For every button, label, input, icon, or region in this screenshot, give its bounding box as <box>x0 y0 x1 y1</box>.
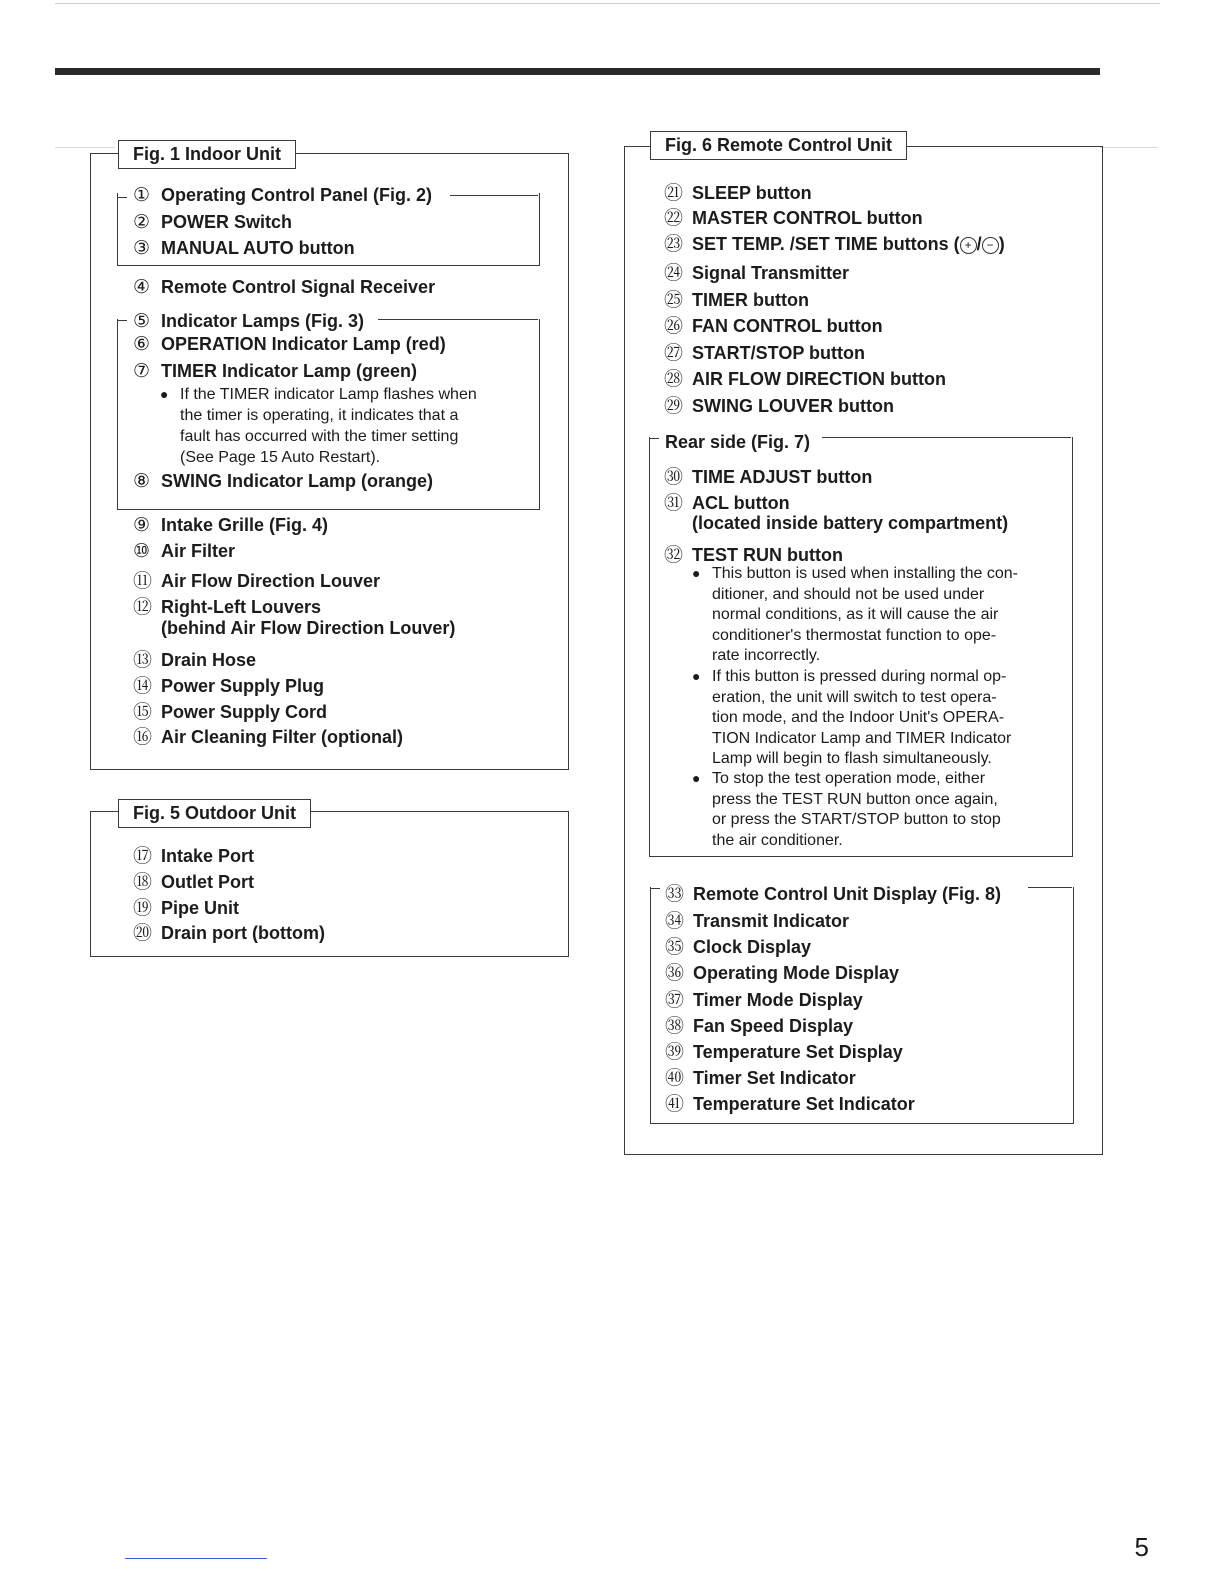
fig1-item-13: ⑬ Drain Hose <box>133 650 257 671</box>
group1-topline <box>450 195 538 196</box>
fig6-item-31-sub: (located inside battery compartment) <box>692 513 1009 533</box>
display-topline <box>1028 887 1072 888</box>
fig1-item-12: ⑫ Right-Left Louvers <box>133 597 321 618</box>
fig6-item-28: ㉘ AIR FLOW DIRECTION button <box>664 369 946 390</box>
fig1-title: Fig. 1 Indoor Unit <box>118 140 296 169</box>
bracket-tick <box>650 888 660 889</box>
fig5-item-17: ⑰ Intake Port <box>133 846 255 867</box>
timer-note: ● If the TIMER indicator Lamp flashes when the timer is operating, it indicates that a fault has occurred with the timer setting (See Page 15 Auto Restart). <box>160 386 477 466</box>
footer-rule <box>125 1558 267 1559</box>
bracket-tick <box>117 320 127 321</box>
fig6-item-26: ㉖ FAN CONTROL button <box>664 316 883 337</box>
fig6-item-21: ㉑ SLEEP button <box>664 183 812 204</box>
fig6-item-35: ㉟ Clock Display <box>665 937 812 958</box>
fig6-item-40: ㊵ Timer Set Indicator <box>665 1068 856 1089</box>
bracket-tick <box>649 438 659 439</box>
fig1-item-8: ⑧ SWING Indicator Lamp (orange) <box>133 471 434 492</box>
fig6-item-25: ㉕ TIMER button <box>664 290 809 311</box>
fig6-item-41: ㊶ Temperature Set Indicator <box>665 1094 915 1115</box>
fig1-item-14: ⑭ Power Supply Plug <box>133 676 325 697</box>
fig6-item-27: ㉗ START/STOP button <box>664 343 865 364</box>
rear-side-title: Rear side (Fig. 7) <box>665 432 811 452</box>
bracket-tick <box>117 197 127 198</box>
fig1-item-7: ⑦ TIMER Indicator Lamp (green) <box>133 361 418 382</box>
fig6-item-36: ㊱ Operating Mode Display <box>665 963 900 984</box>
top-rule <box>55 3 1160 4</box>
fig1-item-10: ⑩ Air Filter <box>133 541 236 562</box>
fig6-item-23: ㉓ SET TEMP. /SET TIME buttons ( + / − ) <box>664 234 1005 255</box>
fig5-item-20: ⑳ Drain port (bottom) <box>133 923 325 944</box>
fig1-item-16: ⑯ Air Cleaning Filter (optional) <box>133 727 403 748</box>
fig6-item-31: ㉛ ACL button <box>664 493 790 514</box>
fig6-item-39: ㊴ Temperature Set Display <box>665 1042 903 1063</box>
fig5-item-18: ⑱ Outlet Port <box>133 872 254 893</box>
fig6-title: Fig. 6 Remote Control Unit <box>650 131 907 160</box>
fig1-item-11: ⑪ Air Flow Direction Louver <box>133 571 381 592</box>
fig6-item-34: ㉞ Transmit Indicator <box>665 911 850 932</box>
fig6-item-29: ㉙ SWING LOUVER button <box>664 396 894 417</box>
fig6-item-30: ㉚ TIME ADJUST button <box>664 467 873 488</box>
minus-icon: − <box>982 237 999 254</box>
fig6-item-22: ㉒ MASTER CONTROL button <box>664 208 923 229</box>
fig1-item-9: ⑨ Intake Grille (Fig. 4) <box>133 515 329 536</box>
page-number: 5 <box>1134 1532 1149 1562</box>
test-run-note-3: ● To stop the test operation mode, either press the TEST RUN button once again, or press the START/STOP button to stop the air conditioner. <box>692 770 1001 849</box>
fig5-item-19: ⑲ Pipe Unit <box>133 898 240 919</box>
fig5-title: Fig. 5 Outdoor Unit <box>118 799 311 828</box>
plus-icon: + <box>960 237 977 254</box>
fig6-item-37: ㊲ Timer Mode Display <box>665 990 863 1011</box>
fig1-item-2: ② POWER Switch <box>133 212 293 233</box>
fig1-item-3: ③ MANUAL AUTO button <box>133 238 355 259</box>
fig1-item-5: ⑤ Indicator Lamps (Fig. 3) <box>133 311 365 332</box>
test-run-note-1: ● This button is used when installing the con- ditioner, and should not be used under normal conditions, as it will cause the air conditioner's thermostat function to ope- rate incorrectly. <box>692 565 1018 664</box>
rule-left <box>55 147 115 148</box>
group2-topline <box>378 319 538 320</box>
header-bar <box>55 68 1100 75</box>
display-title: ㉝ Remote Control Unit Display (Fig. 8) <box>665 884 1002 905</box>
fig6-item-24: ㉔ Signal Transmitter <box>664 263 850 284</box>
fig1-item-6: ⑥ OPERATION Indicator Lamp (red) <box>133 334 446 355</box>
fig1-item-1: ① Operating Control Panel (Fig. 2) <box>133 184 436 207</box>
fig1-item-12-sub: (behind Air Flow Direction Louver) <box>161 618 456 638</box>
fig1-item-4: ④ Remote Control Signal Receiver <box>133 277 436 298</box>
fig6-item-32: ㉜ TEST RUN button <box>664 545 843 566</box>
fig1-item-15: ⑮ Power Supply Cord <box>133 702 328 723</box>
rule-right <box>1100 147 1158 148</box>
rear-topline <box>822 437 1071 438</box>
test-run-note-2: ● If this button is pressed during normal op- eration, the unit will switch to test opera- tion mode, and the Indoor Unit's OPERA- TION Indicator Lamp and TIMER Indicator Lamp will begin to flash simultaneously. <box>692 668 1012 767</box>
fig6-item-38: ㊳ Fan Speed Display <box>665 1016 854 1037</box>
